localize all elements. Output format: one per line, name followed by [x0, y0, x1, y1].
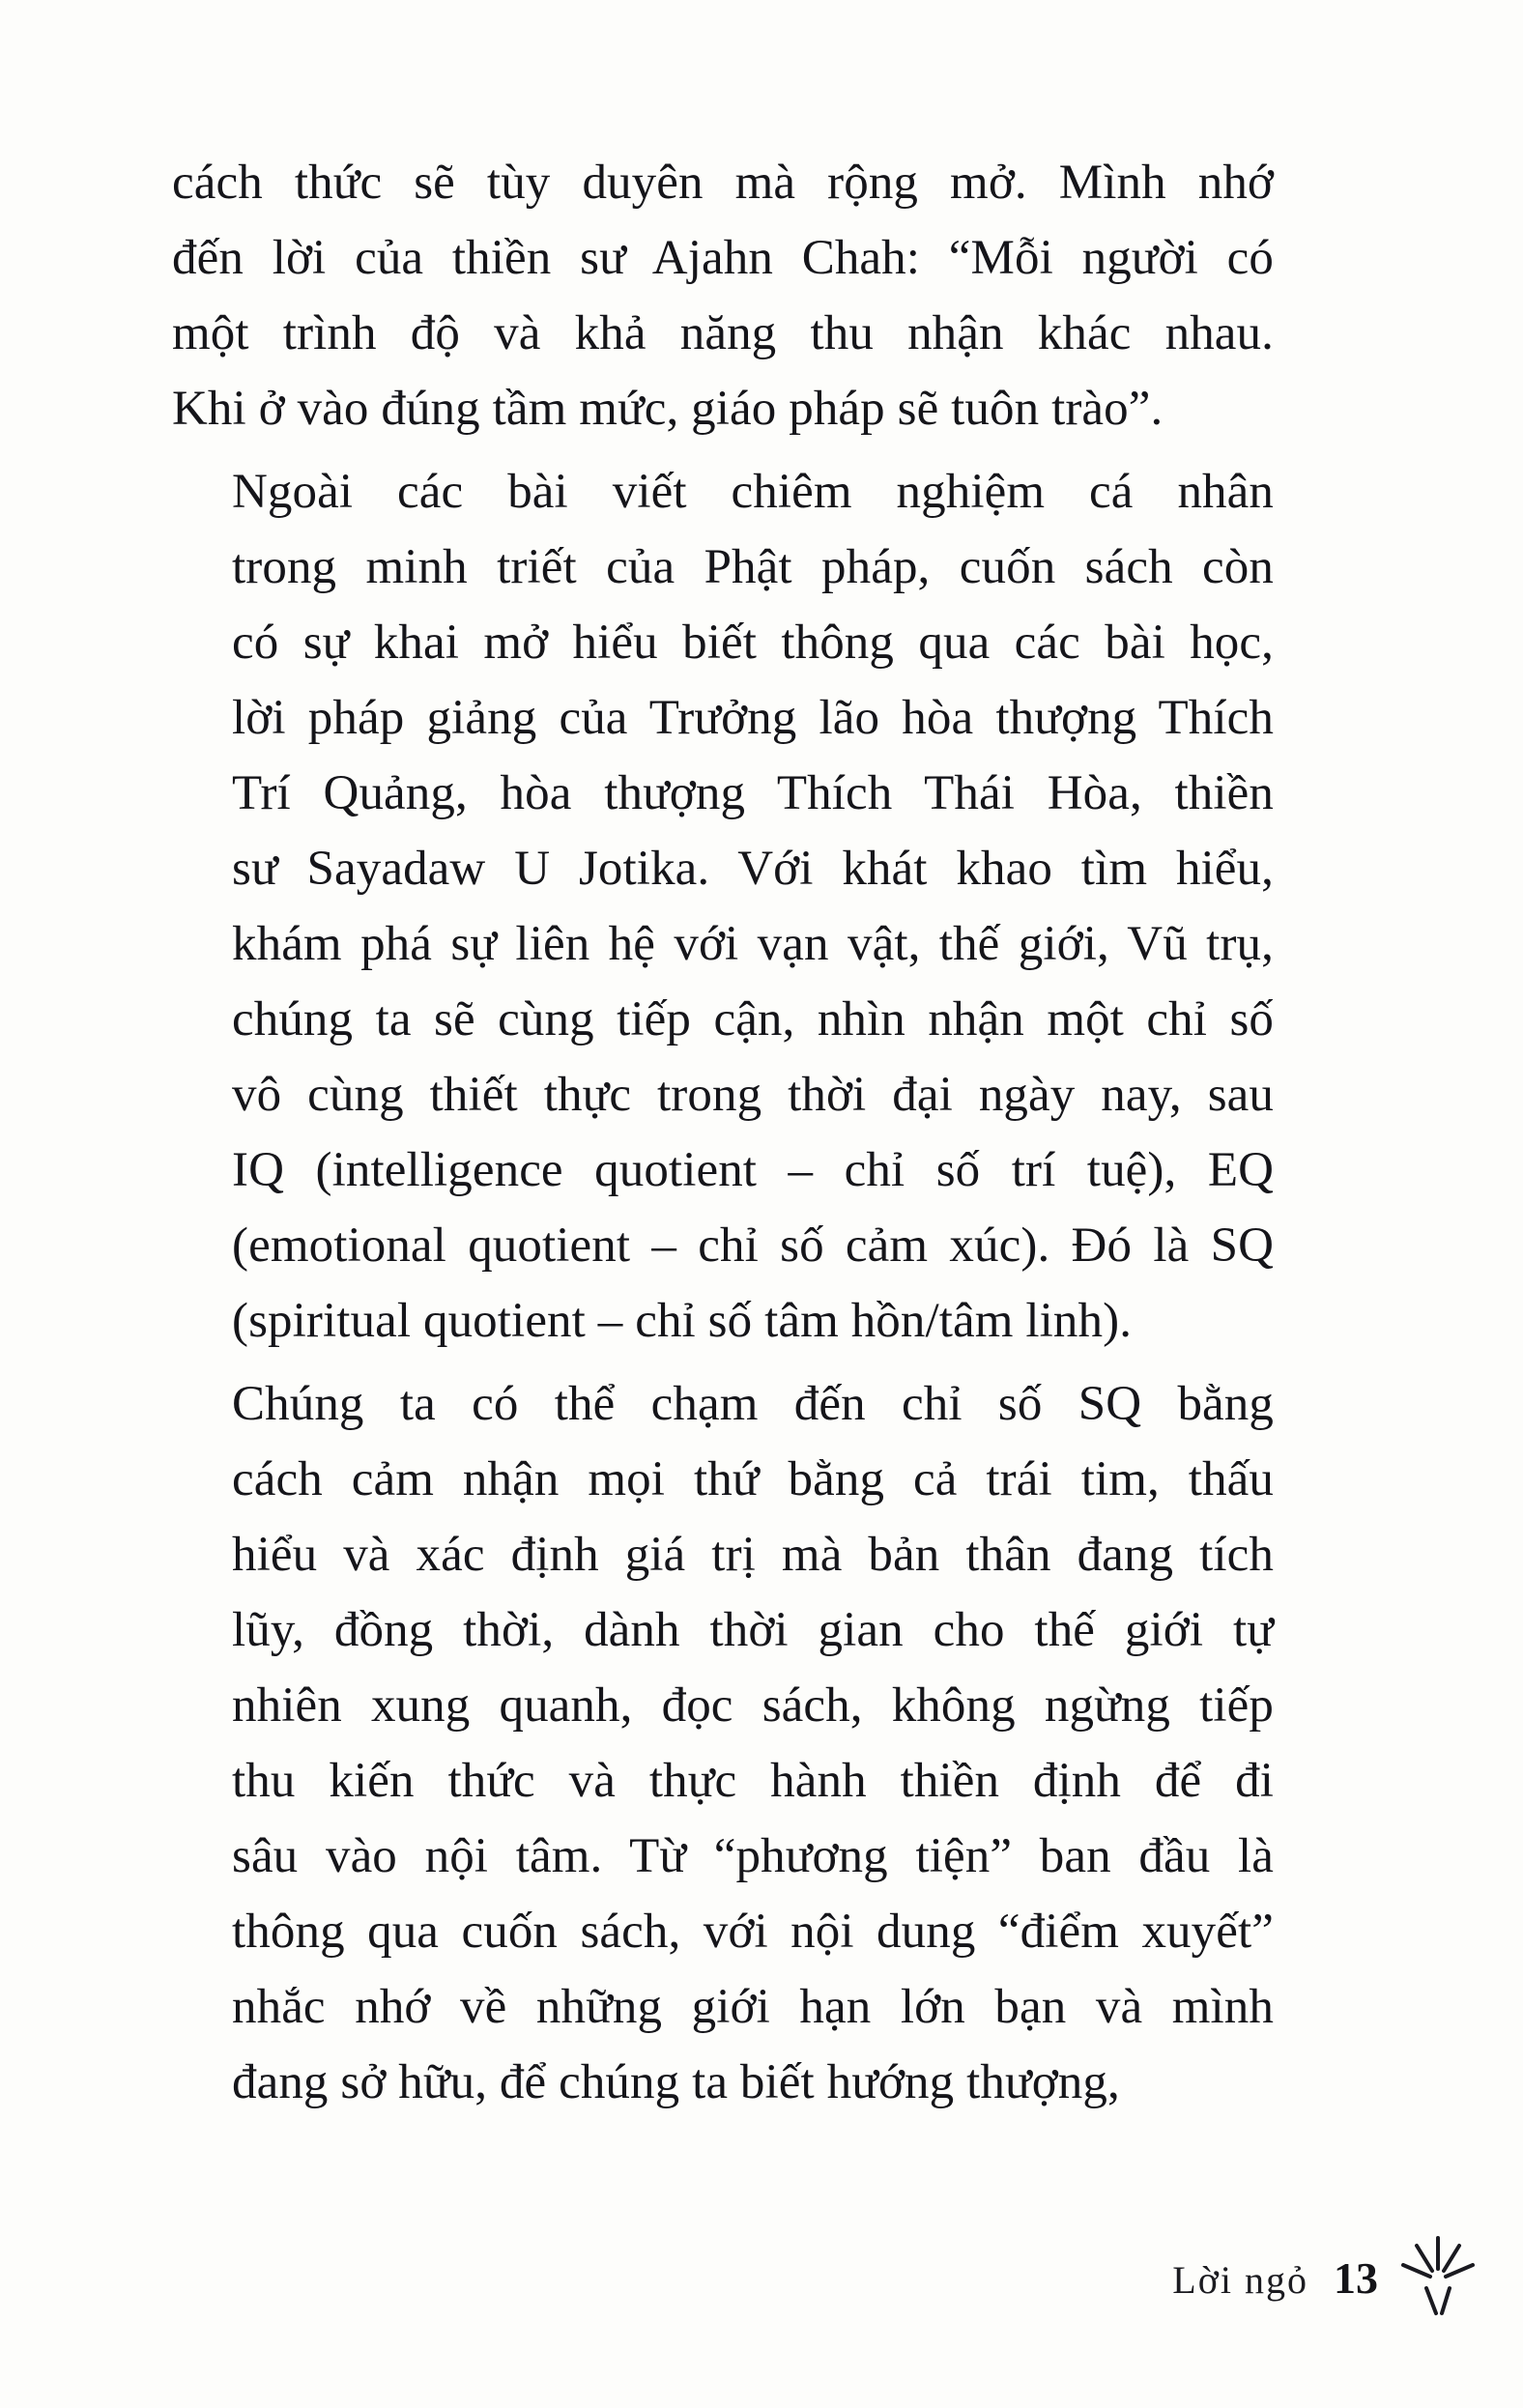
text-line: đến lời của thiền sư Ajahn Chah: “Mỗi người có [172, 231, 1274, 285]
paragraph-1 [172, 145, 1274, 446]
text-line: chúng ta sẽ cùng tiếp cận, nhìn nhận một chỉ số [232, 992, 1274, 1046]
text-line: cách thức sẽ tùy duyên mà rộng mở. Mình nhớ [172, 156, 1274, 210]
starburst-ornament-icon [1394, 2230, 1482, 2319]
text-line: cách cảm nhận mọi thứ bằng cả trái tim, thấu [232, 1452, 1274, 1506]
text-line: IQ (intelligence quotient – chỉ số trí tuệ), EQ [232, 1143, 1274, 1197]
page-footer [172, 2226, 1378, 2304]
text-line: thông qua cuốn sách, với nội dung “điểm xuyết” [232, 1905, 1274, 1959]
text-line: đang sở hữu, để chúng ta biết hướng thượng, [232, 2055, 1120, 2109]
page-number: 13 [1334, 2253, 1378, 2303]
text-line: một trình độ và khả năng thu nhận khác nhau. [172, 306, 1274, 360]
footer-section-label: Lời ngỏ [1172, 2258, 1308, 2302]
text-line: thu kiến thức và thực hành thiền định để đi [232, 1754, 1274, 1808]
text-line: Khi ở vào đúng tầm mức, giáo pháp sẽ tuôn trào”. [172, 382, 1164, 436]
text-line: nhiên xung quanh, đọc sách, không ngừng tiếp [232, 1678, 1274, 1733]
text-line: Chúng ta có thể chạm đến chỉ số SQ bằng [232, 1377, 1274, 1431]
text-line: (spiritual quotient – chỉ số tâm hồn/tâm linh). [232, 1294, 1133, 1348]
text-line: trong minh triết của Phật pháp, cuốn sách còn [232, 540, 1274, 594]
body-text-column [172, 145, 1274, 2128]
text-line: hiểu và xác định giá trị mà bản thân đang tích [232, 1528, 1274, 1582]
paragraph-2 [172, 454, 1274, 1359]
text-line: Ngoài các bài viết chiêm nghiệm cá nhân [232, 465, 1274, 519]
text-line: sâu vào nội tâm. Từ “phương tiện” ban đầu là [232, 1829, 1274, 1883]
text-line: có sự khai mở hiểu biết thông qua các bài học, [232, 616, 1274, 670]
text-line: lời pháp giảng của Trưởng lão hòa thượng Thích [232, 691, 1274, 745]
paragraph-3 [172, 1366, 1274, 2120]
text-line: sư Sayadaw U Jotika. Với khát khao tìm hiểu, [232, 842, 1274, 896]
text-line: (emotional quotient – chỉ số cảm xúc). Đó là SQ [232, 1218, 1274, 1273]
text-line: vô cùng thiết thực trong thời đại ngày nay, sau [232, 1068, 1274, 1122]
text-line: Trí Quảng, hòa thượng Thích Thái Hòa, thiền [232, 766, 1274, 820]
text-line: lũy, đồng thời, dành thời gian cho thế giới tự [232, 1603, 1274, 1657]
text-line: nhắc nhớ về những giới hạn lớn bạn và mình [232, 1980, 1274, 2034]
text-line: khám phá sự liên hệ với vạn vật, thế giới, Vũ trụ, [232, 917, 1274, 971]
